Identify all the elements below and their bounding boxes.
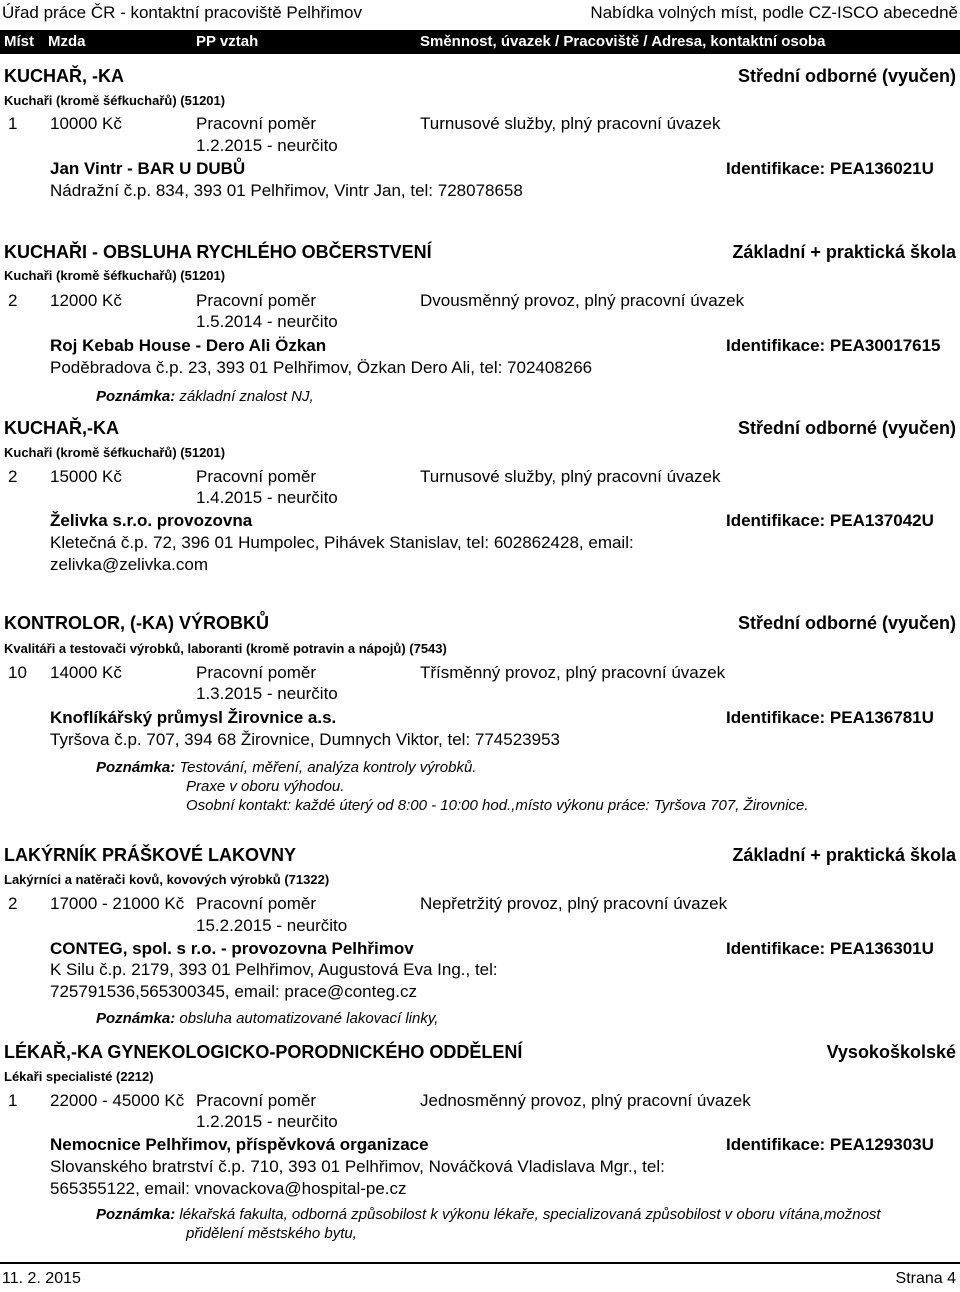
employment-relation: Pracovní poměr <box>196 114 316 133</box>
company-name: Želivka s.r.o. provozovna <box>50 511 253 530</box>
education-level: Střední odborné (vyučen) <box>737 613 956 633</box>
col-rest: Směnnost, úvazek / Pracoviště / Adresa, kontaktní osoba <box>420 33 826 50</box>
job-title: LAKÝRNÍK PRÁŠKOVÉ LAKOVNY <box>4 845 297 865</box>
vacancy-count: 1 <box>8 114 18 133</box>
education-level: Střední odborné (vyučen) <box>737 418 956 438</box>
footer-date: 11. 2. 2015 <box>2 1270 81 1287</box>
shift-type: Turnusové služby, plný pracovní úvazek <box>420 114 721 133</box>
address-line: Kletečná č.p. 72, 396 01 Humpolec, Pihávek Stanislav, tel: 602862428, email: <box>50 533 634 552</box>
company-name: Jan Vintr - BAR U DUBŮ <box>50 159 246 178</box>
salary: 10000 Kč <box>50 114 122 133</box>
note-text: Testování, měření, analýza kontroly výrobků. <box>179 759 477 776</box>
col-pp: PP vztah <box>196 33 259 50</box>
address-line: Tyršova č.p. 707, 394 68 Žirovnice, Dumnych Viktor, tel: 774523953 <box>50 730 560 749</box>
shift-type: Nepřetržitý provoz, plný pracovní úvazek <box>420 894 728 913</box>
education-level: Základní + praktická škola <box>732 242 956 262</box>
job-title: KUCHAŘ, -KA <box>4 66 124 86</box>
identification: Identifikace: PEA136301U <box>726 939 934 958</box>
vacancy-count: 1 <box>8 1091 18 1110</box>
vacancy-count: 10 <box>8 663 27 682</box>
page-header <box>0 0 960 30</box>
address-line: K Silu č.p. 2179, 393 01 Pelhřimov, Augustová Eva Ing., tel: <box>50 960 498 979</box>
note-text: obsluha automatizované lakovací linky, <box>179 1010 439 1027</box>
salary: 12000 Kč <box>50 291 122 310</box>
date-range: 15.2.2015 - neurčito <box>196 916 348 935</box>
isco-code: Kuchaři (kromě šéfkuchařů) (51201) <box>4 93 226 108</box>
address <box>50 532 634 576</box>
note <box>96 387 314 406</box>
date-range: 1.2.2015 - neurčito <box>196 136 338 155</box>
identification: Identifikace: PEA129303U <box>726 1135 934 1154</box>
date-range: 1.5.2014 - neurčito <box>196 312 338 331</box>
address <box>50 1156 665 1200</box>
company-name: Nemocnice Pelhřimov, příspěvková organizace <box>50 1135 429 1154</box>
company-name: Knoflíkářský průmysl Žirovnice a.s. <box>50 708 337 727</box>
shift-type: Třísměnný provoz, plný pracovní úvazek <box>420 663 726 682</box>
address <box>50 180 523 202</box>
employment-relation: Pracovní poměr <box>196 1091 316 1110</box>
note-label: Poznámka: <box>96 759 176 776</box>
office-title: Úřad práce ČR - kontaktní pracoviště Pelhřimov <box>2 3 362 22</box>
identification: Identifikace: PEA136781U <box>726 708 934 727</box>
shift-type: Turnusové služby, plný pracovní úvazek <box>420 467 721 486</box>
education-level: Střední odborné (vyučen) <box>737 66 956 86</box>
address-line: Nádražní č.p. 834, 393 01 Pelhřimov, Vintr Jan, tel: 728078658 <box>50 181 523 200</box>
address-line: 725791536,565300345, email: prace@conteg.cz <box>50 982 417 1001</box>
education-level: Základní + praktická škola <box>732 845 956 865</box>
shift-type: Jednosměnný provoz, plný pracovní úvazek <box>420 1091 751 1110</box>
date-range: 1.2.2015 - neurčito <box>196 1112 338 1131</box>
note-text: základní znalost NJ, <box>179 388 314 405</box>
note-text: přidělení městského bytu, <box>186 1225 357 1242</box>
note-label: Poznámka: <box>96 1010 176 1027</box>
address <box>50 357 592 379</box>
note <box>96 1009 438 1028</box>
identification: Identifikace: PEA136021U <box>726 159 934 178</box>
job-title: KUCHAŘI - OBSLUHA RYCHLÉHO OBČERSTVENÍ <box>4 242 432 262</box>
job-title: LÉKAŘ,-KA GYNEKOLOGICKO-PORODNICKÉHO ODDĚLENÍ <box>4 1042 523 1062</box>
isco-code: Kuchaři (kromě šéfkuchařů) (51201) <box>4 268 226 283</box>
address-line: Slovanského bratrství č.p. 710, 393 01 Pelhřimov, Nováčková Vladislava Mgr., tel: <box>50 1157 665 1176</box>
address-line: zelivka@zelivka.com <box>50 555 209 574</box>
identification: Identifikace: PEA137042U <box>726 511 934 530</box>
vacancy-count: 2 <box>8 467 18 486</box>
education-level: Vysokoškolské <box>826 1042 956 1062</box>
address <box>50 959 498 1003</box>
isco-code: Kvalitáři a testovači výrobků, laboranti (kromě potravin a nápojů) (7543) <box>4 641 447 656</box>
salary: 14000 Kč <box>50 663 122 682</box>
address <box>50 729 560 751</box>
column-header-bar <box>0 30 960 54</box>
date-range: 1.4.2015 - neurčito <box>196 488 338 507</box>
listing-title: Nabídka volných míst, podle CZ-ISCO abecedně <box>590 3 958 22</box>
page-footer <box>0 1262 960 1292</box>
address-line: Poděbradova č.p. 23, 393 01 Pelhřimov, Özkan Dero Ali, tel: 702408266 <box>50 358 593 377</box>
shift-type: Dvousměnný provoz, plný pracovní úvazek <box>420 291 745 310</box>
salary: 15000 Kč <box>50 467 122 486</box>
note <box>96 758 809 815</box>
job-title: KONTROLOR, (-KA) VÝROBKŮ <box>4 613 269 633</box>
date-range: 1.3.2015 - neurčito <box>196 684 338 703</box>
employment-relation: Pracovní poměr <box>196 663 316 682</box>
company-name: CONTEG, spol. s r.o. - provozovna Pelhřimov <box>50 939 414 958</box>
job-title: KUCHAŘ,-KA <box>4 418 119 438</box>
col-mist: Míst <box>4 33 34 50</box>
employment-relation: Pracovní poměr <box>196 291 316 310</box>
address-line: 565355122, email: vnovackova@hospital-pe.cz <box>50 1179 407 1198</box>
salary: 17000 - 21000 Kč <box>50 894 185 913</box>
col-mzda: Mzda <box>48 33 86 50</box>
employment-relation: Pracovní poměr <box>196 467 316 486</box>
vacancy-count: 2 <box>8 291 18 310</box>
isco-code: Lakýrníci a natěrači kovů, kovových výrobků (71322) <box>4 872 330 887</box>
note <box>96 1205 881 1243</box>
salary: 22000 - 45000 Kč <box>50 1091 185 1110</box>
note-text: Osobní kontakt: každé úterý od 8:00 - 10:00 hod.,místo výkonu práce: Tyršova 707, Žirovnice. <box>186 797 809 814</box>
employment-relation: Pracovní poměr <box>196 894 316 913</box>
note-text: Praxe v oboru výhodou. <box>186 778 345 795</box>
note-text: lékařská fakulta, odborná způsobilost k výkonu lékaře, specializovaná způsobilost v oboru vítána,možnost <box>179 1206 881 1223</box>
vacancy-count: 2 <box>8 894 18 913</box>
note-label: Poznámka: <box>96 1206 176 1223</box>
note-label: Poznámka: <box>96 388 176 405</box>
isco-code: Kuchaři (kromě šéfkuchařů) (51201) <box>4 445 226 460</box>
identification: Identifikace: PEA30017615 <box>726 336 941 355</box>
page-number: Strana 4 <box>895 1270 956 1287</box>
isco-code: Lékaři specialisté (2212) <box>4 1069 154 1084</box>
company-name: Roj Kebab House - Dero Ali Özkan <box>50 336 327 355</box>
